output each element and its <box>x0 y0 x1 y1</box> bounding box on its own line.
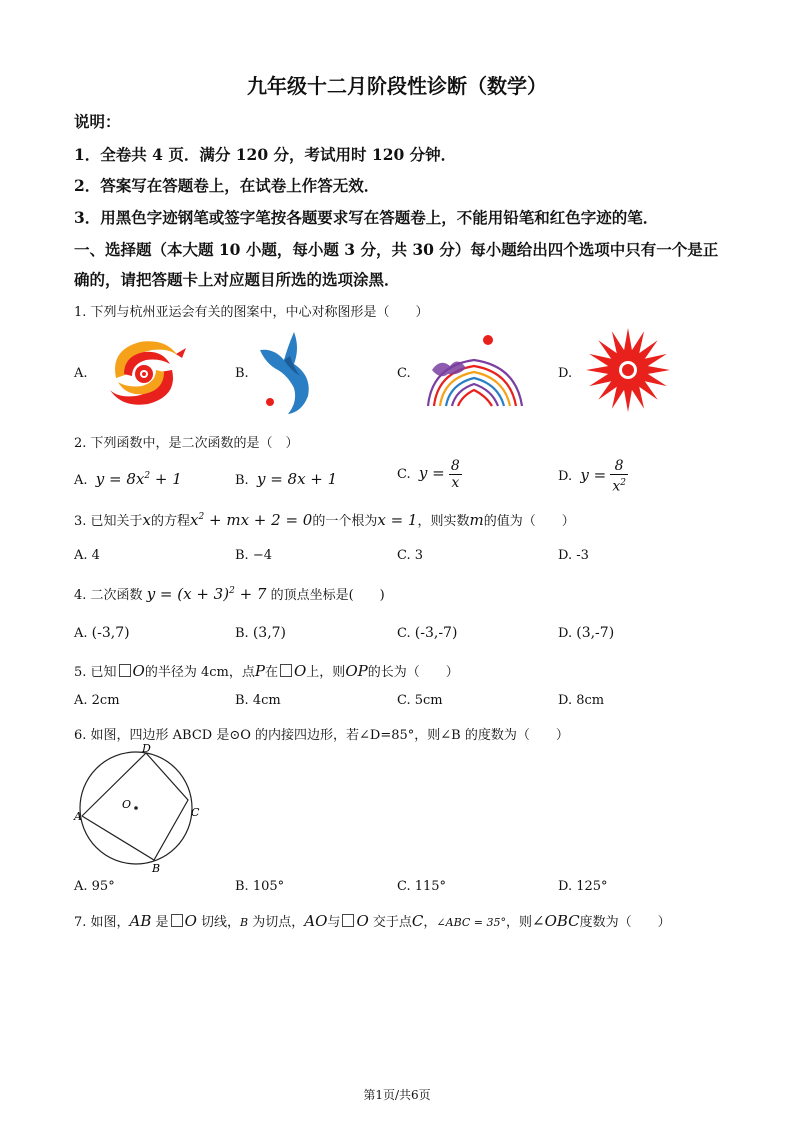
question-3-stem: 3. 已知关于x的方程$x^2$ + mx + 2 = 0的一个根为x = 1，则实数m的值为（ ） <box>74 511 575 529</box>
q6-label-b: B <box>152 862 161 874</box>
q6-option-c: C. 115° <box>397 879 447 894</box>
q6-option-d: D. 125° <box>558 879 608 894</box>
q5-option-a: A. 2cm <box>74 693 120 708</box>
question-7-stem: 7. 如图，AB 是 O 切线，B 为切点，AO与 O 交于点C，∠ABC = 35°，则∠OBC度数为（ ） <box>74 912 671 930</box>
q1-option-c-label: C. <box>397 366 411 381</box>
section-heading: 一、选择题（本大题 10 小题，每小题 3 分，共 30 分）每小题给出四个选项中只有一个是正 <box>74 240 719 259</box>
q5-option-b: B. 4cm <box>235 693 281 708</box>
q5-option-d: D. 8cm <box>558 693 605 708</box>
question-5-stem: 5. 已知 O的半径为 4cm，点P在 O上，则OP的长为（ ） <box>74 662 459 680</box>
q3-option-b: B. −4 <box>235 548 272 563</box>
q2-option-a: A. $y = 8x^2 + 1$ <box>74 470 182 488</box>
q3-option-a: A. 4 <box>74 548 100 563</box>
q1-option-a-label: A. <box>74 366 88 381</box>
q4-option-b: B. (3,7) <box>235 625 287 641</box>
q2-option-d: D. y = $\frac{8}{x^2}$ <box>558 458 626 495</box>
instruction-item: 1．全卷共 4 页．满分 120 分，考试用时 120 分钟． <box>74 145 457 164</box>
q6-option-a: A. 95° <box>74 879 115 894</box>
question-1-stem: 1. 下列与杭州亚运会有关的图案中，中心对称图形是（ ） <box>74 305 429 320</box>
q6-inscribed-quadrilateral-figure <box>66 744 206 874</box>
q3-option-c: C. 3 <box>397 548 424 563</box>
section-heading-cont: 确的，请把答题卡上对应题目所选的选项涂黑． <box>74 270 400 289</box>
q5-option-c: C. 5cm <box>397 693 443 708</box>
page-footer: 第1页/共6页 <box>363 1088 431 1102</box>
page-title: 九年级十二月阶段性诊断（数学） <box>247 74 547 98</box>
instruction-item: 3．用黑色字迹钢笔或签字笔按各题要求写在答题卷上，不能用铅笔和红色字迹的笔． <box>74 208 659 227</box>
q6-label-o: O <box>122 798 132 811</box>
logo-d-sun-icon <box>584 326 672 414</box>
q2-option-b: B. y = 8x + 1 <box>235 470 338 488</box>
q6-label-a: A <box>74 810 82 823</box>
q4-option-c: C. (-3,-7) <box>397 625 458 641</box>
q1-option-d-label: D. <box>558 366 573 381</box>
q6-label-d: D <box>142 744 151 755</box>
q3-option-d: D. -3 <box>558 548 589 563</box>
question-6-stem: 6. 如图，四边形 ABCD 是⊙O 的内接四边形，若∠D=85°，则∠B 的度数为（ ） <box>74 728 569 743</box>
q6-option-b: B. 105° <box>235 879 285 894</box>
q4-option-a: A. (-3,7) <box>74 625 130 641</box>
q6-label-c: C <box>191 806 200 819</box>
q4-option-d: D. (3,-7) <box>558 625 615 641</box>
logo-c-rainbow-fan-icon <box>418 330 530 414</box>
question-4-stem: 4. 二次函数 $y = (x + 3)^2 + 7$ 的顶点坐标是( ) <box>74 585 385 603</box>
logo-b-dolphin-icon <box>254 326 322 416</box>
q2-option-c: C. y = $\frac{8}{x}$ <box>397 458 460 491</box>
question-2-stem: 2. 下列函数中，是二次函数的是（ ） <box>74 436 299 451</box>
logo-a-swirl-sun-icon <box>96 330 192 416</box>
instruction-item: 2．答案写在答题卷上，在试卷上作答无效． <box>74 176 380 195</box>
instructions-heading: 说明： <box>74 112 121 131</box>
q1-option-b-label: B. <box>235 366 249 381</box>
